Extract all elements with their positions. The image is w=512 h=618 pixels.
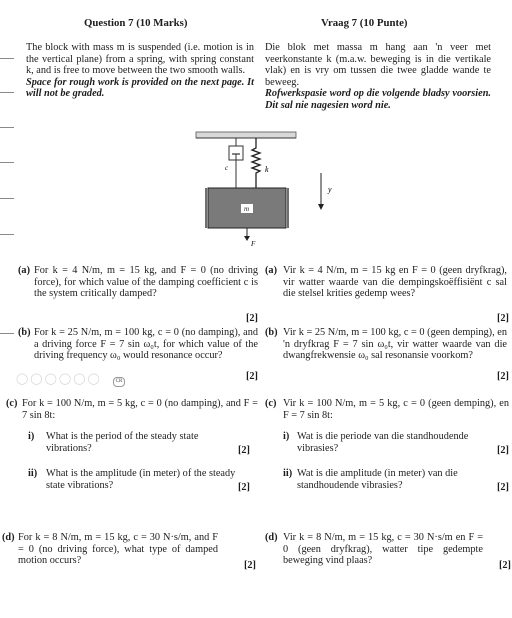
question-c-i-en-label: i)	[28, 431, 35, 442]
question-a-af-text: Vir k = 4 N/m, m = 15 kg en F = 0 (geen dryfkrag), vir watter waarde van die dempingskoëffisiënt c sal die stelsel krities gedemp wees?	[283, 265, 507, 300]
label-m: m	[244, 205, 250, 213]
label-c: c	[225, 164, 229, 172]
spring	[252, 138, 260, 188]
question-c-i-af-label: i)	[283, 431, 290, 442]
question-b-af-marks: [2]	[496, 371, 509, 383]
question-c-en-label: (c)	[6, 398, 18, 409]
watermark-circles: ◯◯◯◯◯◯	[16, 373, 102, 385]
question-a-af-label: (a)	[265, 265, 278, 276]
question-b-en-text: For k = 25 N/m, m = 100 kg, c = 0 (no damping), and a driving force F = 7 sin ω₀t, for which value of the driving frequency ω₀ would resonance occur?	[34, 327, 258, 362]
margin-line	[0, 127, 14, 128]
question-c-ii-en	[28, 468, 250, 494]
intro-en	[26, 42, 254, 100]
question-c-i-en-marks: [2]	[237, 445, 250, 457]
question-d-en	[2, 532, 256, 572]
question-b-af-label: (b)	[265, 327, 278, 338]
damper	[229, 138, 243, 188]
question-title-af: Vraag 7 (10 Punte)	[321, 17, 408, 29]
question-d-af-marks: [2]	[498, 560, 511, 572]
margin-line	[0, 162, 14, 163]
question-c-af-text: Vir k = 100 N/m, m = 5 kg, c = 0 (geen demping), en F = 7 sin 8t:	[283, 398, 509, 421]
question-c-ii-af-marks: [2]	[496, 482, 509, 494]
question-d-en-marks: [2]	[243, 560, 256, 572]
question-a-af-marks: [2]	[496, 313, 509, 325]
margin-line	[0, 58, 14, 59]
watermark-badge: CR	[113, 377, 125, 387]
question-b-af-text: Vir k = 25 N/m, m = 100 kg, c = 0 (geen demping), en 'n dryfkrag F = 7 sin ω₀t, vir watter waarde van die dwangfrekwensie ω₀ sal resonansie voorkom?	[283, 327, 507, 362]
question-b-af	[265, 327, 509, 383]
question-d-af-label: (d)	[265, 532, 278, 543]
question-c-ii-af-label: ii)	[283, 468, 293, 479]
rough-work-note-af: Rofwerkspasie word op die volgende bladsy voorsien. Dit sal nie nagesien word nie.	[265, 88, 491, 111]
question-c-i-en	[28, 431, 250, 457]
question-c-ii-af-text: Wat is die amplitude (in meter) van die standhoudende vibrasies?	[297, 468, 458, 491]
question-b-en-marks: [2]	[245, 371, 258, 383]
question-c-ii-en-marks: [2]	[237, 482, 250, 494]
question-a-en-text: For k = 4 N/m, m = 15 kg, and F = 0 (no driving force), for which value of the damping coefficient c is the system critically damped?	[34, 265, 258, 300]
question-title-en: Question 7 (10 Marks)	[84, 17, 188, 29]
question-c-ii-af	[283, 468, 509, 494]
question-c-i-af	[283, 431, 509, 457]
question-a-en	[18, 265, 258, 325]
question-c-ii-en-text: What is the amplitude (in meter) of the steady state vibrations?	[46, 468, 236, 491]
intro-af-text: Die blok met massa m hang aan 'n veer met veerkonstante k (m.a.w. beweging is in die vertikale vlak) en is vry om tussen die twee gladde wande te beweeg.	[265, 42, 491, 88]
rough-work-note-en: Space for rough work is provided on the next page. It will not be graded.	[26, 76, 254, 100]
question-a-af	[265, 265, 509, 325]
question-d-en-label: (d)	[2, 532, 15, 543]
margin-line	[0, 92, 14, 93]
question-c-af	[265, 398, 511, 424]
question-c-en-text: For k = 100 N/m, m = 5 kg, c = 0 (no damping), and F = 7 sin 8t:	[22, 398, 258, 421]
label-k: k	[265, 165, 269, 174]
question-c-af-label: (c)	[265, 398, 277, 409]
label-y: y	[328, 185, 332, 194]
question-d-af-text: Vir k = 8 N/m, m = 15 kg, c = 30 N·s/m en F = 0 (geen dryfkrag), watter tipe gedempte beweging vind plaas?	[283, 532, 483, 567]
question-a-en-marks: [2]	[245, 313, 258, 325]
intro-af	[265, 42, 491, 112]
question-c-i-en-text: What is the period of the steady state vibrations?	[46, 431, 199, 454]
margin-line	[0, 234, 14, 235]
question-c-en	[6, 398, 258, 424]
margin-line	[0, 333, 14, 334]
intro-en-text: The block with mass m is suspended (i.e. motion is in the vertical plane) from a spring, with spring constant k, and is free to move between the two smooth walls.	[26, 42, 254, 77]
question-c-i-af-text: Wat is die periode van die standhoudende vibrasies?	[297, 431, 469, 454]
question-c-i-af-marks: [2]	[496, 445, 509, 457]
question-c-ii-en-label: ii)	[28, 468, 38, 479]
spring-mass-diagram	[190, 128, 350, 253]
question-b-en-label: (b)	[18, 327, 31, 338]
question-d-af	[265, 532, 511, 572]
question-a-en-label: (a)	[18, 265, 31, 276]
margin-line	[0, 198, 14, 199]
ceiling	[196, 132, 296, 138]
label-F: F	[251, 240, 256, 248]
question-d-en-text: For k = 8 N/m, m = 15 kg, c = 30 N·s/m, and F = 0 (no driving force), what type of damped motion occurs?	[18, 532, 218, 567]
